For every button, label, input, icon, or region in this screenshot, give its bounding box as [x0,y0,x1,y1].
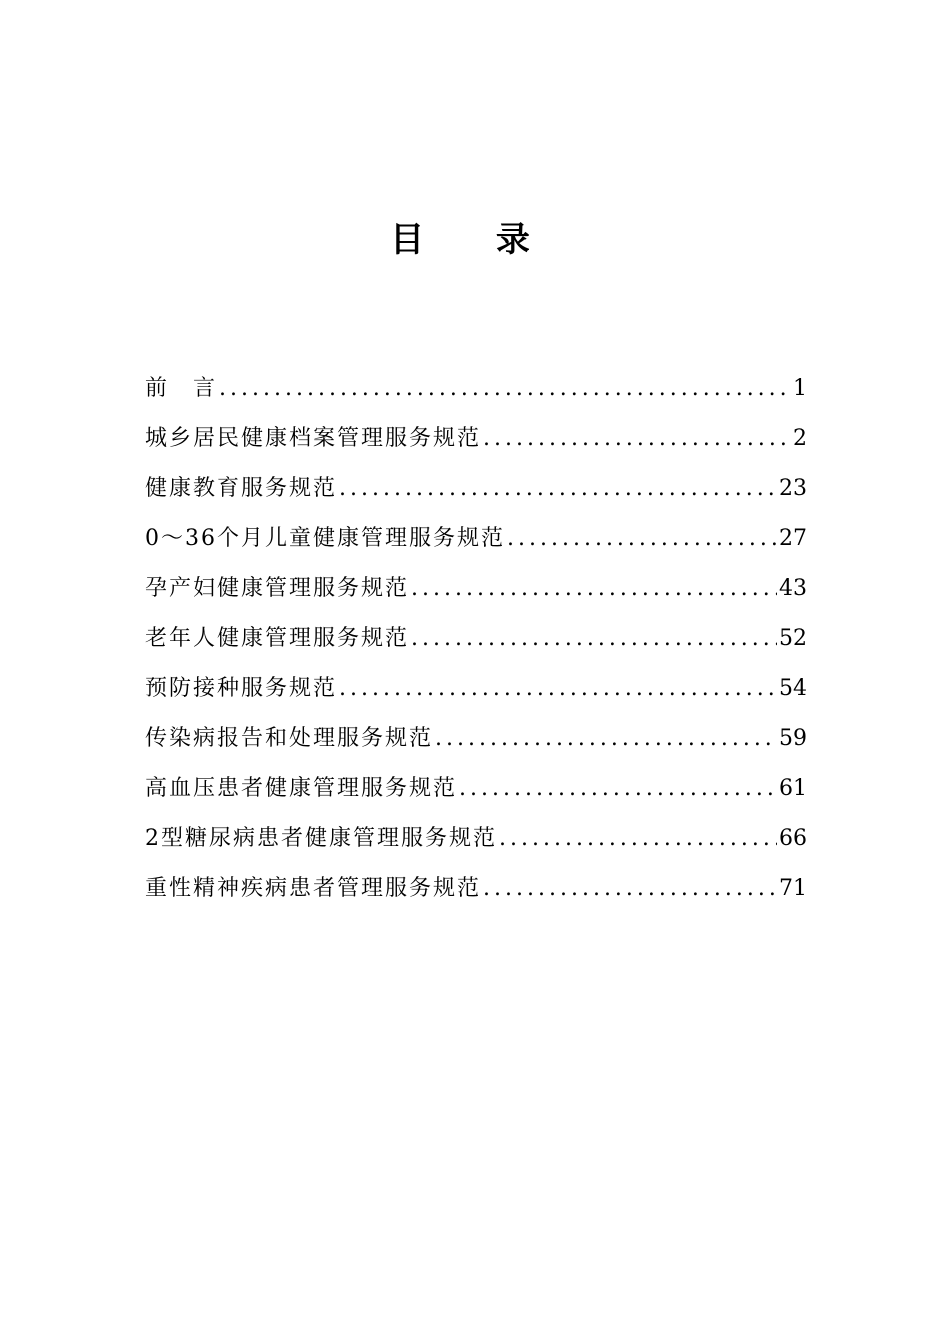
toc-entry-label: 高血压患者健康管理服务规范 [145,776,458,801]
toc-entry-page: 66 [779,826,807,851]
toc-entry[interactable] [145,714,807,764]
toc-leader-dots [459,764,777,814]
page-title: 目 录 [390,220,560,260]
toc-entry-label: 前 言 [145,376,218,401]
toc-entry-page: 54 [779,676,807,701]
toc-entry[interactable] [145,764,807,814]
toc-entry[interactable] [145,814,807,864]
table-of-contents [145,364,807,914]
toc-leader-dots [483,864,777,914]
toc-entry[interactable] [145,464,807,514]
toc-entry[interactable] [145,514,807,564]
toc-entry[interactable] [145,564,807,614]
toc-entry[interactable] [145,414,807,464]
toc-leader-dots [339,664,777,714]
toc-entry-page: 43 [779,576,807,601]
toc-leader-dots [411,564,777,614]
toc-entry[interactable] [145,864,807,914]
toc-entry-label: 0～36个月儿童健康管理服务规范 [145,526,505,551]
toc-entry-label: 2型糖尿病患者健康管理服务规范 [145,826,497,851]
toc-leader-dots [483,414,791,464]
toc-entry-label: 传染病报告和处理服务规范 [145,726,434,751]
toc-entry-label: 孕产妇健康管理服务规范 [145,576,410,601]
toc-entry-page: 2 [793,426,807,451]
toc-entry[interactable] [145,664,807,714]
toc-entry-label: 重性精神疾病患者管理服务规范 [145,876,482,901]
toc-leader-dots [339,464,777,514]
toc-entry-page: 27 [779,526,807,551]
toc-leader-dots [411,614,777,664]
toc-entry[interactable] [145,614,807,664]
toc-leader-dots [435,714,777,764]
toc-entry-page: 71 [779,876,807,901]
toc-leader-dots [499,814,777,864]
toc-entry-label: 预防接种服务规范 [145,676,338,701]
toc-entry-page: 61 [779,776,807,801]
toc-entry-label: 城乡居民健康档案管理服务规范 [145,426,482,451]
toc-entry-page: 52 [779,626,807,651]
toc-entry-page: 23 [779,476,807,501]
toc-entry-page: 59 [779,726,807,751]
toc-entry-label: 老年人健康管理服务规范 [145,626,410,651]
toc-leader-dots [219,364,791,414]
toc-entry-page: 1 [793,376,807,401]
toc-entry-label: 健康教育服务规范 [145,476,338,501]
toc-entry[interactable] [145,364,807,414]
toc-leader-dots [507,514,777,564]
